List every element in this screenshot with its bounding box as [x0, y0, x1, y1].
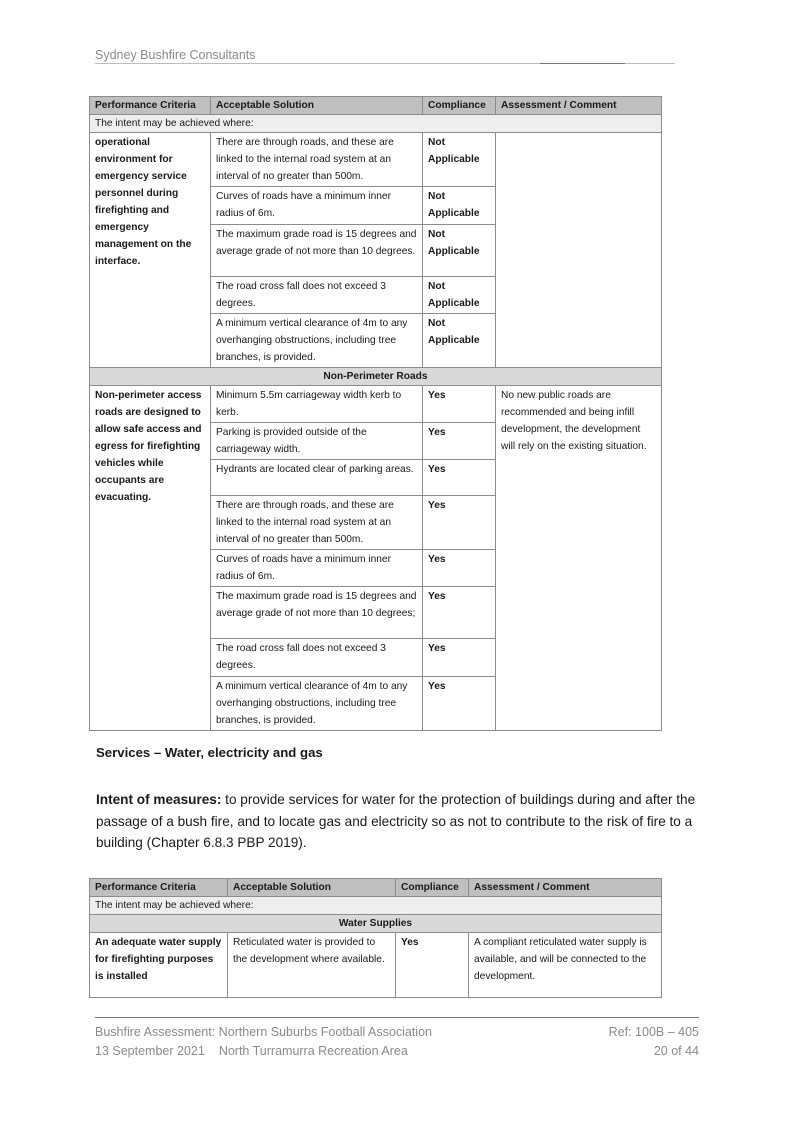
criteria-cell: An adequate water supply for firefighting purposes is installed — [90, 933, 228, 998]
compliance-cell: Yes — [423, 677, 496, 731]
solution-cell: Curves of roads have a minimum inner radius of 6m. — [211, 187, 423, 225]
intent-body: to provide services for water for the protection of buildings during and after the passage of a bush fire, and to locate gas and electricity so as not to contribute to the risk of fire to a building (Chapter 6.8.3 PBP 2019). — [96, 792, 696, 850]
footer-date-location — [95, 1044, 408, 1058]
comment-cell: A compliant reticulated water supply is available, and will be connected to the development. — [469, 933, 662, 998]
compliance-cell: Yes — [423, 460, 496, 496]
compliance-cell: Not Applicable — [423, 314, 496, 368]
section-row — [90, 368, 662, 386]
col-header-criteria: Performance Criteria — [90, 97, 211, 115]
compliance-cell: Yes — [423, 423, 496, 460]
compliance-cell: Not Applicable — [423, 133, 496, 187]
footer-page-number: 20 of 44 — [653, 1044, 699, 1058]
col-header-solution: Acceptable Solution — [228, 879, 396, 897]
roads-compliance-table — [89, 96, 662, 731]
footer-title: Bushfire Assessment: Northern Suburbs Football Association — [95, 1025, 432, 1039]
solution-cell: A minimum vertical clearance of 4m to any overhanging obstructions, including tree branches, is provided. — [211, 677, 423, 731]
intent-label: Intent of measures: — [96, 792, 222, 807]
compliance-cell: Not Applicable — [423, 187, 496, 225]
col-header-compliance: Compliance — [423, 97, 496, 115]
footer-date: 13 September 2021 — [95, 1044, 205, 1058]
solution-cell: The maximum grade road is 15 degrees and average grade of not more than 10 degrees. — [211, 225, 423, 277]
table-row — [90, 133, 662, 187]
footer-divider — [95, 1017, 699, 1018]
col-header-comment: Assessment / Comment — [469, 879, 662, 897]
footer-location: North Turramurra Recreation Area — [218, 1044, 408, 1058]
section-label: Non-Perimeter Roads — [90, 368, 662, 386]
table-row — [90, 386, 662, 423]
solution-cell: Curves of roads have a minimum inner radius of 6m. — [211, 550, 423, 587]
table-header-row — [90, 97, 662, 115]
footer-ref: Ref: 100B – 405 — [608, 1025, 699, 1039]
compliance-cell: Not Applicable — [423, 277, 496, 314]
compliance-cell: Yes — [396, 933, 469, 998]
col-header-comment: Assessment / Comment — [496, 97, 662, 115]
section-heading: Services – Water, electricity and gas — [96, 745, 323, 760]
intent-paragraph — [96, 789, 696, 854]
col-header-solution: Acceptable Solution — [211, 97, 423, 115]
solution-cell: The road cross fall does not exceed 3 degrees. — [211, 277, 423, 314]
criteria-cell: operational environment for emergency service personnel during firefighting and emergency management on the interface. — [90, 133, 211, 368]
compliance-cell: Yes — [423, 550, 496, 587]
compliance-cell: Yes — [423, 496, 496, 550]
intent-row — [90, 115, 662, 133]
solution-cell: A minimum vertical clearance of 4m to any overhanging obstructions, including tree branches, is provided. — [211, 314, 423, 368]
solution-cell: Reticulated water is provided to the development where available. — [228, 933, 396, 998]
col-header-criteria: Performance Criteria — [90, 879, 228, 897]
solution-cell: The road cross fall does not exceed 3 degrees. — [211, 639, 423, 677]
intent-text: The intent may be achieved where: — [90, 115, 662, 133]
compliance-cell: Yes — [423, 386, 496, 423]
solution-cell: Minimum 5.5m carriageway width kerb to kerb. — [211, 386, 423, 423]
col-header-compliance: Compliance — [396, 879, 469, 897]
compliance-cell: Yes — [423, 639, 496, 677]
compliance-cell: Yes — [423, 587, 496, 639]
comment-cell: No new public roads are recommended and being infill development, the development will rely on the existing situation. — [496, 386, 662, 731]
solution-cell: Hydrants are located clear of parking areas. — [211, 460, 423, 496]
table-row — [90, 933, 662, 998]
solution-cell: There are through roads, and these are linked to the internal road system at an interval of no greater than 500m. — [211, 133, 423, 187]
solution-cell: Parking is provided outside of the carriageway width. — [211, 423, 423, 460]
comment-cell — [496, 133, 662, 368]
intent-row — [90, 897, 662, 915]
section-label: Water Supplies — [90, 915, 662, 933]
intent-text: The intent may be achieved where: — [90, 897, 662, 915]
criteria-cell: Non-perimeter access roads are designed to allow safe access and egress for firefighting vehicles while occupants are evacuating. — [90, 386, 211, 731]
compliance-cell: Not Applicable — [423, 225, 496, 277]
table-header-row — [90, 879, 662, 897]
services-compliance-table — [89, 878, 662, 998]
header-company: Sydney Bushfire Consultants — [95, 48, 256, 62]
header-divider-accent — [540, 63, 625, 64]
solution-cell: The maximum grade road is 15 degrees and average grade of not more than 10 degrees; — [211, 587, 423, 639]
solution-cell: There are through roads, and these are linked to the internal road system at an interval of no greater than 500m. — [211, 496, 423, 550]
section-row — [90, 915, 662, 933]
